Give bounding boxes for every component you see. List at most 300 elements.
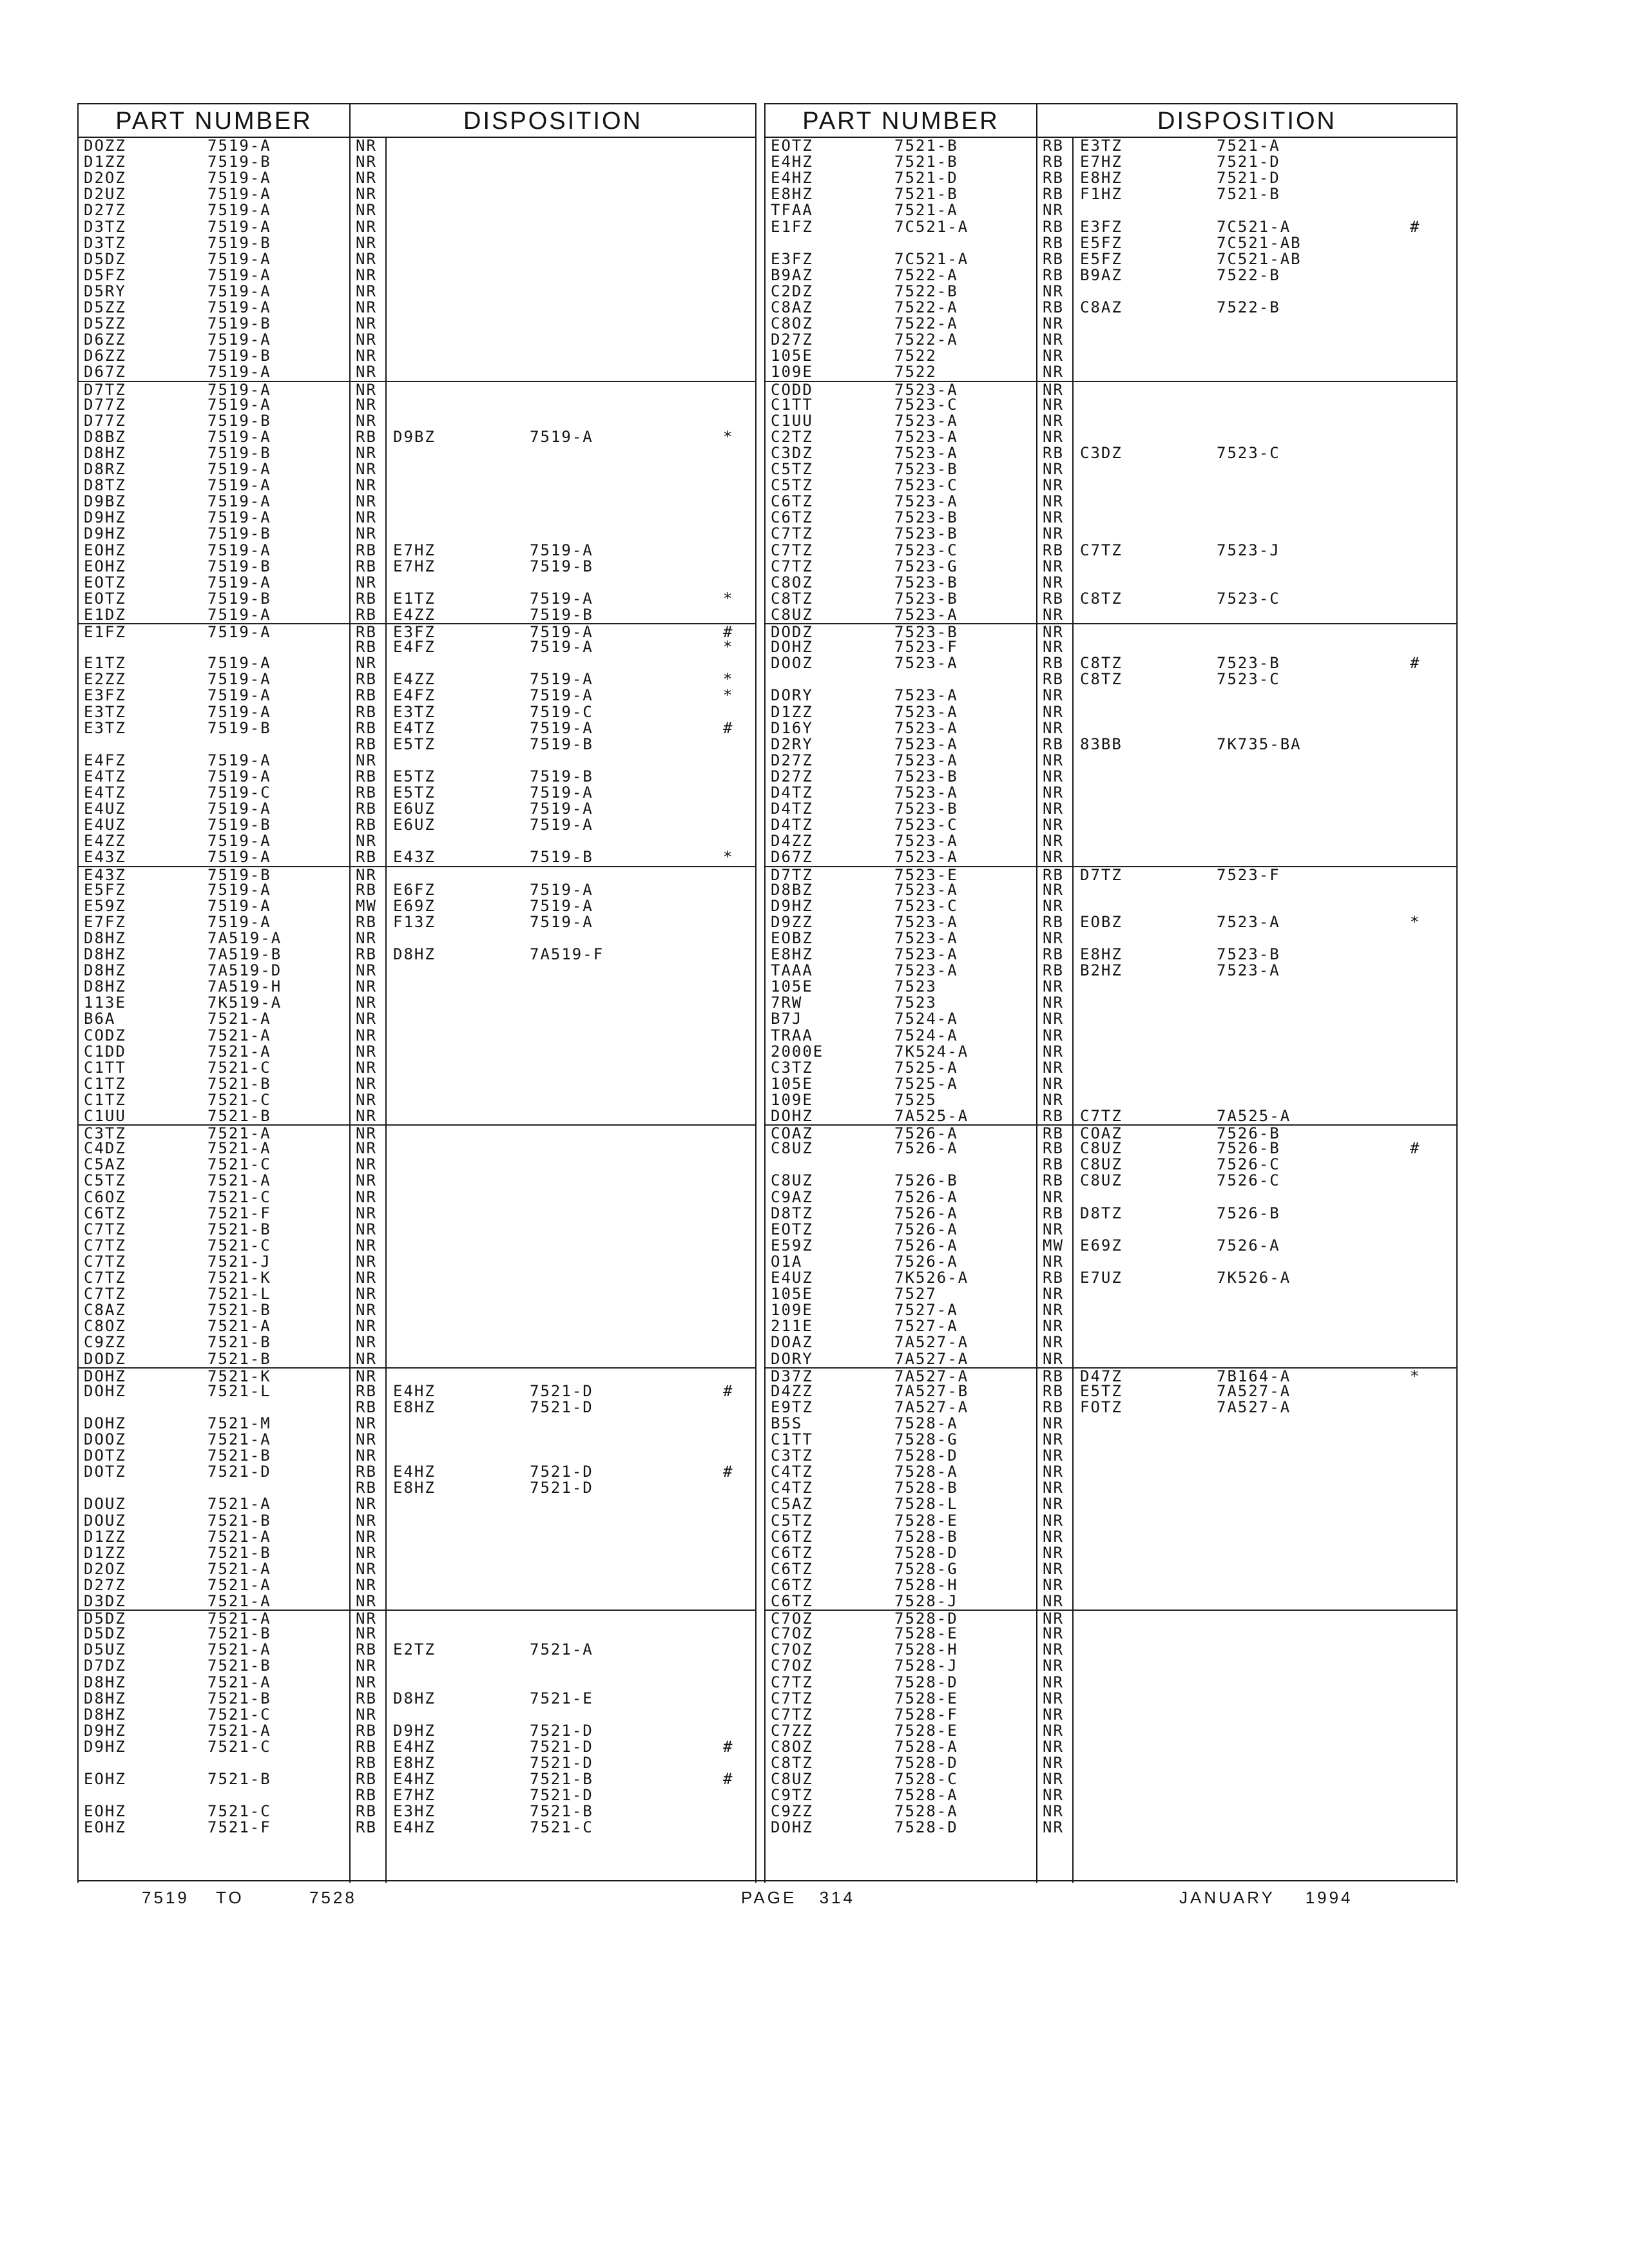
disposition-code: RB [356,1689,377,1707]
part-number: C8OZ [771,314,813,333]
table-row [79,1076,755,1092]
disposition-code: NR [356,751,377,769]
part-number: COAZ [771,1124,813,1143]
part-suffix: 7519-A [207,832,271,850]
part-suffix: 7528-A [894,1802,958,1821]
part-number: D77Z [84,411,126,430]
part-number: DOHZ [84,1381,126,1400]
part-suffix: 7523-A [894,928,958,947]
table-row [79,1610,755,1627]
disposition-code: NR [1043,751,1064,769]
table-row [79,1092,755,1108]
part-suffix: 7A527-A [894,1349,969,1368]
part-number: TRAA [771,1026,813,1044]
note-mark: # [723,1737,734,1756]
part-suffix: 7519-A [207,137,271,155]
part-suffix: 7521-C [207,1705,271,1724]
disposition-code: NR [356,1430,377,1448]
disposition-code: RB [356,541,377,559]
part-suffix: 7A527-B [894,1381,969,1400]
replacement-suffix: 7K526-A [1217,1269,1291,1287]
table-row [79,817,755,833]
part-number: D2OZ [84,1559,126,1578]
part-number: DODZ [771,623,813,641]
table-row [766,1206,1456,1222]
replacement-suffix: 7523-B [1217,654,1280,673]
part-suffix: 7522 [894,363,937,381]
table-row [79,526,755,542]
replacement-suffix: 7523-C [1217,589,1280,608]
disposition-code: RB [1043,1124,1064,1143]
part-suffix: 7528-G [894,1430,958,1448]
part-suffix: 7523-A [894,427,958,446]
replacement-suffix: 7519-B [530,767,593,785]
disposition-code: NR [1043,702,1064,721]
table-row [79,785,755,801]
part-suffix: 7519-A [207,331,271,349]
disposition-code: RB [356,427,377,446]
replacement-suffix: 7521-D [530,1721,593,1740]
part-suffix: 7522-B [894,282,958,300]
replacement-part: C8TZ [1080,654,1123,673]
replacement-suffix: 7B164-A [1217,1367,1291,1385]
table-row [79,1044,755,1060]
note-mark: # [723,623,734,641]
disposition-code: RB [356,686,377,705]
replacement-suffix: 7519-A [530,427,593,446]
part-number: C4TZ [771,1463,813,1481]
part-number: EOTZ [84,573,126,591]
part-number: 109E [771,1090,813,1109]
part-suffix: 7521-A [207,1171,271,1190]
replacement-suffix: 7519-B [530,557,593,575]
part-suffix: 7521-F [207,1818,271,1837]
part-suffix: 7519-A [207,427,271,446]
replacement-suffix: 7526-B [1217,1124,1280,1143]
disposition-code: RB [356,1818,377,1837]
replacement-part: E2TZ [393,1640,436,1659]
part-suffix: 7A519-H [207,977,282,996]
table-row [79,720,755,736]
disposition-code: NR [356,961,377,980]
table-row [79,898,755,914]
replacement-suffix: 7519-A [530,623,593,641]
replacement-suffix: 7519-A [530,783,593,802]
part-suffix: 7521-B [894,185,958,204]
disposition-code: NR [356,1317,377,1336]
part-suffix: 7523-A [894,605,958,624]
disposition-code: RB [1043,1398,1064,1416]
part-suffix: 7521-B [207,1349,271,1368]
table-row [79,1820,755,1836]
part-number: C3DZ [771,443,813,462]
table-row [766,1157,1456,1173]
disposition-code: RB [1043,541,1064,559]
part-suffix: 7521-C [207,1802,271,1821]
disposition-code: NR [356,169,377,187]
replacement-part: E4TZ [393,718,436,737]
part-suffix: 7521-C [207,1090,271,1109]
replacement-suffix: 7519-A [530,686,593,705]
disposition-code: NR [356,1269,377,1287]
disposition-code: NR [356,282,377,300]
disposition-code: NR [1043,524,1064,543]
part-number: E8HZ [771,185,813,204]
part-suffix: 7521-A [207,1527,271,1546]
part-number: B7J [771,1010,803,1028]
footer-page [741,1888,855,1908]
table-row [79,1270,755,1286]
part-suffix: 7523-C [894,541,958,559]
disposition-code: NR [356,460,377,478]
part-suffix: 7523-C [894,476,958,495]
replacement-part: E8HZ [393,1398,436,1416]
part-suffix: 7523-A [894,492,958,511]
table-row [79,833,755,849]
bottom-rule [77,1880,1455,1881]
part-number: DOOZ [771,654,813,673]
replacement-part: C3DZ [1080,443,1123,462]
table-row [766,251,1456,267]
page-label: PAGE [741,1888,797,1907]
table-row [766,1416,1456,1432]
table-row [766,1771,1456,1787]
part-number: D3DZ [84,1592,126,1610]
disposition-code: NR [356,508,377,527]
disposition-code: NR [356,347,377,365]
part-suffix: 7523-B [894,767,958,785]
part-number: C7TZ [771,1673,813,1691]
disposition-code: NR [1043,282,1064,300]
part-number: D16Y [771,718,813,737]
part-number: 105E [771,347,813,365]
part-number: E3TZ [84,702,126,721]
replacement-part: D8HZ [393,1689,436,1707]
disposition-code: NR [1043,1770,1064,1789]
part-number: D8HZ [84,1705,126,1724]
note-mark: * [723,670,734,689]
part-number: TAAA [771,961,813,980]
part-number: D9ZZ [771,912,813,931]
part-number: C8UZ [771,1770,813,1789]
part-number: O1A [771,1252,803,1271]
part-suffix: 7528-A [894,1463,958,1481]
disposition-code: NR [356,1527,377,1546]
replacement-part: C8TZ [1080,589,1123,608]
disposition-code: NR [356,1575,377,1594]
table-row [766,429,1456,445]
table-row [79,1028,755,1044]
part-number: E4ZZ [84,832,126,850]
replacement-part: D9HZ [393,1721,436,1740]
replacement-part: E7HZ [393,557,436,575]
disposition-code: NR [356,411,377,430]
part-number: C8UZ [771,1171,813,1190]
part-number: E4HZ [771,169,813,187]
table-row [79,1173,755,1189]
table-row [766,413,1456,429]
disposition-code: RB [356,848,377,867]
disposition-code: NR [356,1058,377,1077]
disposition-code: RB [1043,912,1064,931]
disposition-code: NR [1043,1333,1064,1352]
part-number: D4TZ [771,800,813,818]
replacement-suffix: 7521-D [530,1381,593,1400]
replacement-suffix: 7521-D [530,1737,593,1756]
table-row [79,1060,755,1076]
disposition-code: NR [1043,1818,1064,1837]
part-number: D9HZ [771,896,813,915]
replacement-suffix: 7523-C [1217,670,1280,689]
table-row [766,801,1456,817]
table-row [766,1060,1456,1076]
part-number: D4ZZ [771,832,813,850]
part-number: D3TZ [84,217,126,236]
table-row [766,1238,1456,1254]
table-row [766,1334,1456,1350]
replacement-part: C8TZ [1080,670,1123,689]
range-to: 7528 [309,1888,357,1907]
disposition-code: NR [1043,994,1064,1012]
part-suffix: 7521-A [207,1124,271,1143]
part-suffix: 7521-C [207,1155,271,1174]
disposition-code: NR [356,1026,377,1044]
table-row [766,1787,1456,1803]
part-suffix: 7523-B [894,623,958,641]
part-number: D8HZ [84,945,126,963]
part-suffix: 7528-J [894,1657,958,1675]
part-suffix: 7519-A [207,670,271,689]
part-number: E59Z [84,896,126,915]
part-number: D8HZ [84,961,126,980]
part-number: D37Z [771,1367,813,1385]
part-number: C7OZ [771,1624,813,1643]
part-suffix: 7521-B [207,1657,271,1675]
table-row [79,1222,755,1238]
table-row [79,704,755,720]
table-row [766,817,1456,833]
table-row [766,720,1456,736]
table-row [79,914,755,930]
table-row [79,1755,755,1771]
disposition-code: NR [356,1610,377,1628]
disposition-code: NR [356,1155,377,1174]
table-row [79,1399,755,1416]
table-row [766,1723,1456,1739]
part-number: C7TZ [771,1689,813,1707]
note-mark: * [723,686,734,705]
table-row [766,769,1456,785]
disposition-code: RB [356,1754,377,1772]
table-row [766,1173,1456,1189]
part-suffix: 7528-H [894,1575,958,1594]
table-row [766,575,1456,591]
part-suffix: 7519-A [207,800,271,818]
month: JANUARY [1179,1888,1275,1907]
part-number: D8BZ [84,427,126,446]
part-number: E4UZ [84,800,126,818]
part-number: C8TZ [771,1754,813,1772]
table-row [766,687,1456,704]
part-suffix: 7528-A [894,1737,958,1756]
part-suffix: 7523-A [894,848,958,867]
part-number: E4TZ [84,767,126,785]
table-row [766,445,1456,461]
disposition-code: NR [1043,800,1064,818]
part-suffix: 7525-A [894,1058,958,1077]
part-number: D4TZ [771,783,813,802]
disposition-code: NR [1043,1301,1064,1320]
disposition-code: NR [1043,1527,1064,1546]
replacement-part: E3FZ [393,623,436,641]
disposition-code: NR [356,1495,377,1514]
disposition-code: NR [356,1139,377,1158]
part-number-header: PART NUMBER [766,104,1037,138]
part-suffix: 7521-A [894,201,958,220]
disposition-code: NR [1043,1705,1064,1724]
disposition-code: RB [356,1802,377,1821]
part-number: C7TZ [84,1220,126,1238]
table-row [766,639,1456,655]
replacement-suffix: 7519-A [530,670,593,689]
table-row [79,655,755,671]
replacement-suffix: 7521-D [530,1754,593,1772]
part-suffix: 7523-A [894,945,958,963]
part-suffix: 7519-A [207,217,271,236]
part-suffix: 7521-B [207,1543,271,1562]
note-mark: * [723,638,734,657]
table-row [766,332,1456,348]
table-row [79,1206,755,1222]
table-row [79,1723,755,1739]
part-suffix: 7523-A [894,735,958,753]
table-row [79,849,755,865]
disposition-code: NR [356,395,377,414]
disposition-code: NR [356,1285,377,1303]
disposition-code: NR [1043,573,1064,591]
table-row [766,219,1456,235]
table-row [79,170,755,186]
replacement-part: D47Z [1080,1367,1123,1385]
disposition-code: NR [1043,816,1064,834]
table-row [766,1642,1456,1658]
disposition-code: NR [1043,508,1064,527]
replacement-suffix: 7526-C [1217,1171,1280,1190]
part-suffix: 7521-A [207,1010,271,1028]
part-suffix: 7521-A [207,1042,271,1061]
part-number: C4DZ [84,1139,126,1158]
disposition-code: NR [1043,1058,1064,1077]
part-suffix: 7522-A [894,331,958,349]
part-number: C5AZ [84,1155,126,1174]
part-number: C5TZ [771,476,813,495]
part-suffix: 7519-B [207,524,271,543]
part-number: E5FZ [84,880,126,899]
table-row [79,1513,755,1529]
part-suffix: 7521-A [207,1575,271,1594]
disposition-code: NR [1043,1430,1064,1448]
table-row [766,1577,1456,1593]
part-number: C3TZ [771,1058,813,1077]
note-mark: * [723,427,734,446]
part-suffix: 7519-A [207,249,271,268]
replacement-part: E5FZ [1080,233,1123,252]
replacement-part: E4HZ [393,1381,436,1400]
disposition-code: NR [356,265,377,284]
table-row [766,510,1456,526]
table-row [766,397,1456,413]
part-number: DOOZ [84,1430,126,1448]
part-suffix: 7523-B [894,589,958,608]
part-number: D9HZ [84,1721,126,1740]
disposition-code: NR [1043,1446,1064,1465]
table-row [79,1593,755,1610]
part-suffix: 7528-L [894,1495,958,1514]
part-number: D2UZ [84,185,126,204]
disposition-code: NR [1043,1495,1064,1514]
table-row [766,559,1456,575]
disposition-code: NR [356,1657,377,1675]
disposition-code: NR [356,1204,377,1222]
table-row [766,284,1456,300]
replacement-part: E4HZ [393,1737,436,1756]
table-row [79,219,755,235]
table-row [79,1157,755,1173]
part-suffix: 7522-A [894,265,958,284]
part-suffix: 7519-B [207,816,271,834]
part-number: C6TZ [771,1527,813,1546]
disposition-code: NR [1043,1559,1064,1578]
table-row [79,1011,755,1027]
disposition-code: NR [356,1367,377,1385]
disposition-code: RB [1043,1269,1064,1287]
note-mark: # [723,1381,734,1400]
part-suffix: 7521-B [894,137,958,155]
replacement-suffix: 7A527-A [1217,1398,1291,1416]
part-number: E1FZ [84,623,126,641]
disposition-code: NR [356,524,377,543]
table-row [766,526,1456,542]
disposition-code: NR [356,1446,377,1465]
disposition-code: NR [1043,1721,1064,1740]
table-row [79,1189,755,1206]
table-row [766,736,1456,753]
part-number: C5TZ [771,460,813,478]
part-suffix: 7519-B [207,443,271,462]
part-suffix: 7521-F [207,1204,271,1222]
part-suffix: 7528-B [894,1479,958,1497]
replacement-suffix: 7523-C [1217,443,1280,462]
part-suffix: 7519-B [207,557,271,575]
table-row [766,1658,1456,1674]
part-number: EOHZ [84,1770,126,1789]
replacement-suffix: 7A525-A [1217,1107,1291,1125]
part-number: TFAA [771,201,813,220]
replacement-part: E4FZ [393,638,436,657]
disposition-code: NR [1043,411,1064,430]
replacement-suffix: 7519-B [530,605,593,624]
table-row [79,995,755,1011]
table-row [79,186,755,202]
table-row [766,704,1456,720]
part-suffix: 7523-A [894,718,958,737]
disposition-code: RB [1043,735,1064,753]
disposition-code: RB [356,623,377,641]
part-suffix: 7528-E [894,1624,958,1643]
disposition-code: NR [1043,1575,1064,1594]
disposition-code: NR [356,977,377,996]
replacement-suffix: 7C521-AB [1217,249,1302,268]
